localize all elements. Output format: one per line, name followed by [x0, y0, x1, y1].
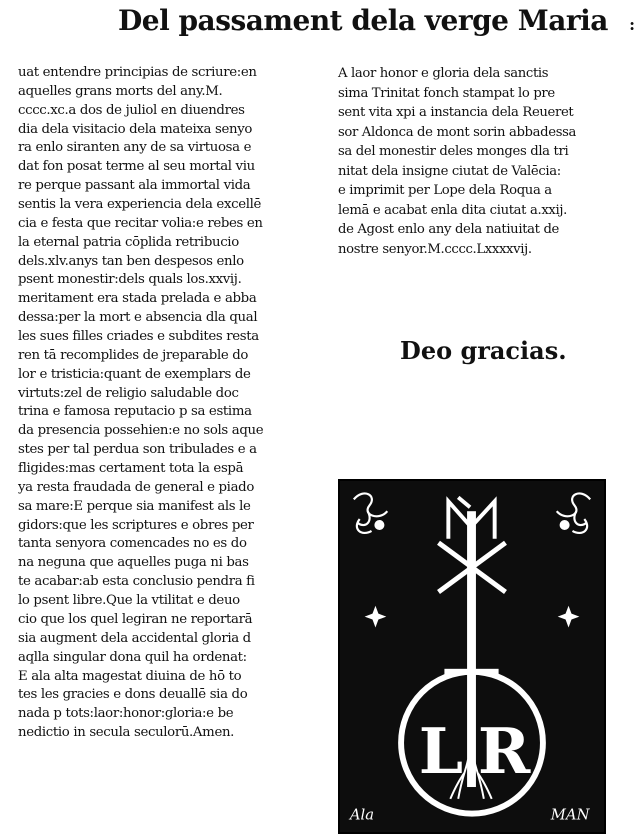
text-line: aqlla singular dona quil ha ordenat:	[18, 649, 247, 665]
device-letter-l: L	[418, 714, 464, 789]
text-line: dels.xlv.anys tan ben despesos enlo	[18, 253, 244, 269]
text-line: stes per tal perdua son tribulades e a	[18, 442, 257, 458]
text-line: cccc.xc.a dos de juliol en diuendres	[18, 102, 245, 118]
text-line: fligides:mas certament tota la espā	[18, 461, 244, 477]
right-star-icon	[558, 606, 580, 628]
text-line: sentis la vera experiencia dela excellē	[18, 197, 262, 213]
text-line: uat entendre principias de scriure:en	[18, 65, 257, 80]
device-caption-right: MAN	[550, 806, 590, 824]
text-line: dat fon posat terme al seu mortal viu	[18, 159, 255, 175]
text-line: cio que los quel legiran ne reportarā	[18, 611, 253, 627]
text-line: aquelles grans morts del any.M.	[18, 83, 223, 99]
text-line: virtuts:zel de religio saludable doc	[18, 385, 239, 401]
header-mark: :	[629, 15, 635, 34]
left-star-icon	[365, 606, 387, 628]
colophon-line: e imprimit per Lope dela Roqua a	[338, 183, 552, 198]
text-line: E ala alta magestat diuina de hō to	[18, 668, 242, 684]
left-text-column	[18, 64, 288, 834]
colophon-line: sima Trinitat fonch stampat lo pre	[338, 85, 555, 101]
top-left-flourish-icon	[354, 493, 387, 532]
colophon-column	[338, 64, 610, 259]
page-header-title	[118, 4, 635, 44]
printer-device-graphic	[340, 481, 604, 832]
device-letter-r: R	[477, 714, 531, 789]
colophon-line: sent vita xpi a instancia dela Reueret	[338, 105, 574, 120]
text-line: meritament era stada prelada e abba	[18, 291, 257, 307]
text-line: psent monestir:dels quals los.xxvij.	[18, 272, 242, 288]
text-line: trina e famosa reputacio p sa estima	[18, 404, 252, 420]
text-line: tanta senyora comencades no es do	[18, 536, 247, 552]
staff-bar	[467, 511, 476, 787]
colophon-line: lemā e acabat enla dita ciutat a.xxij.	[338, 202, 567, 218]
colophon-line: sor Aldonca de mont sorin abbadessa	[338, 124, 577, 140]
text-line: nada p tots:laor:honor:gloria:e be	[18, 706, 234, 722]
colophon-line: A laor honor e gloria dela sanctis	[338, 66, 549, 81]
deo-gracias-closing: Deo gracias.	[400, 336, 567, 365]
text-line: da presencia possehien:e no sols aque	[18, 423, 264, 439]
text-line: ren tā recomplides de jreparable do	[18, 347, 249, 363]
device-caption-left: Ala	[349, 806, 375, 824]
colophon-line: sa del monestir deles monges dla tri	[338, 144, 569, 159]
text-line: nedictio in secula seculorū.Amen.	[18, 725, 235, 741]
header-title-text: Del passament dela verge Maria	[118, 4, 608, 37]
text-line: lo psent libre.Que la vtilitat e deuo	[18, 593, 240, 609]
text-line: lor e tristicia:quant de exemplars de	[18, 366, 251, 382]
text-line: la eternal patria cōplida retribucio	[18, 234, 239, 250]
text-line: dia dela visitacio dela mateixa senyo	[18, 121, 253, 137]
text-line: ya resta fraudada de general e piado	[18, 479, 254, 495]
text-line: sia augment dela accidental gloria d	[18, 630, 251, 646]
top-right-flourish-icon	[557, 493, 590, 532]
text-line: gidors:que les scriptures e obres per	[18, 517, 254, 533]
printer-device-woodcut	[338, 479, 606, 834]
colophon-line: nitat dela insigne ciutat de Valēcia:	[338, 163, 561, 179]
text-line: les sues filles criades e subdites resta	[18, 329, 259, 345]
text-line: ra enlo siranten any de sa virtuosa e	[18, 140, 252, 156]
text-line: sa mare:E perque sia manifest als le	[18, 498, 251, 514]
colophon-line: de Agost enlo any dela natiuitat de	[338, 222, 559, 237]
text-line: re perque passant ala immortal vida	[18, 178, 251, 194]
text-line: cia e festa que recitar volia:e rebes en	[18, 215, 263, 231]
text-line: dessa:per la mort e absencia dla qual	[18, 310, 258, 326]
colophon-line: nostre senyor.M.cccc.Lxxxxvij.	[338, 241, 532, 257]
text-line: tes les gracies e dons deuallē sia do	[18, 687, 248, 703]
text-line: te acabar:ab esta conclusio pendra fi	[18, 574, 255, 590]
text-line: na neguna que aquelles puga ni bas	[18, 555, 249, 571]
